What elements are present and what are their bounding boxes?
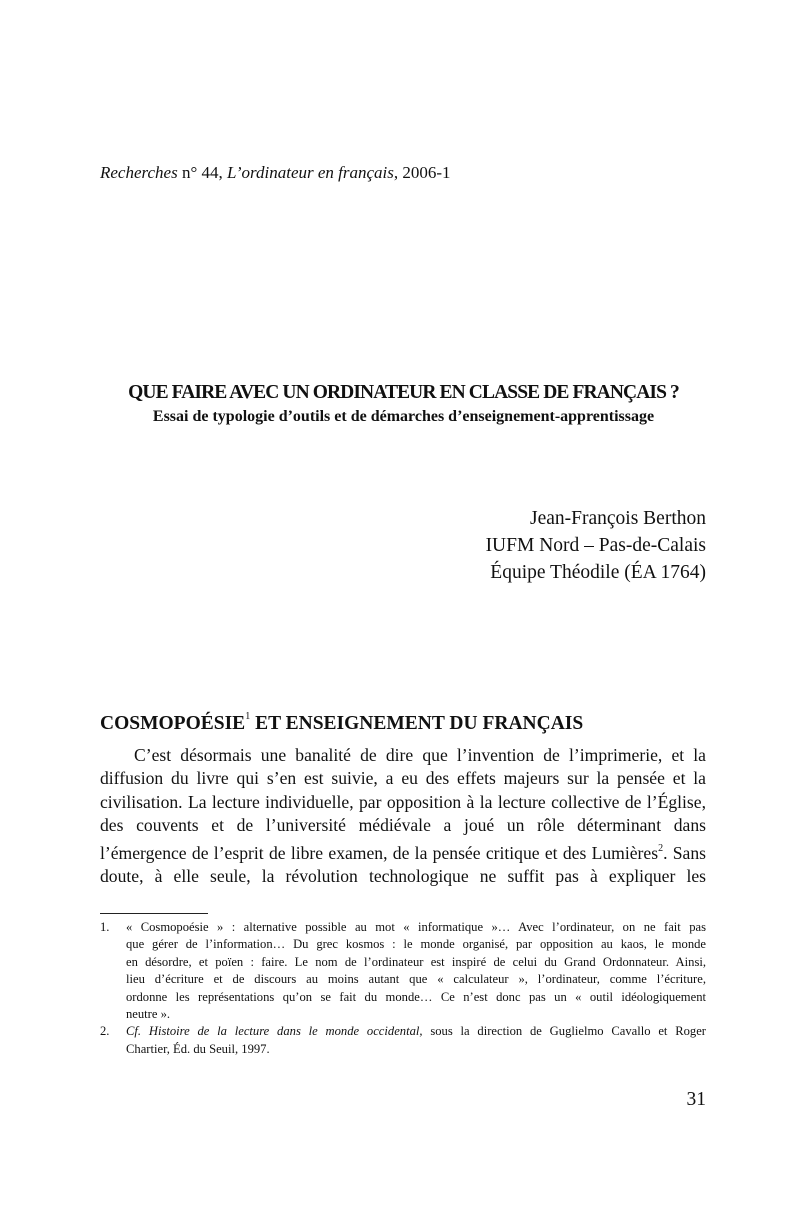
footnote-text [126, 1023, 706, 1058]
footnote-line: lieu d’écriture et de discours au moins autant que « calculateur », l’ordinateur, comme l’écriture, [126, 972, 706, 987]
body-line: doute, à elle seule, la révolution technologique ne suffit pas à expliquer les [100, 865, 706, 886]
page-number: 31 [686, 1089, 706, 1110]
footnote-item [100, 919, 706, 1023]
body-line: diffusion du livre qui s’en est suivie, a eu des effets majeurs sur la pensée et la [100, 768, 706, 789]
footnote-ref-2: 2 [658, 842, 664, 854]
footnote-line: en désordre, et poïen : faire. Le nom de l’ordinateur est inspiré de celui du Grand Ordonnateur. Ainsi, [126, 954, 706, 969]
footnote-line: neutre ». [126, 1007, 171, 1022]
issue-title: L’ordinateur en français [227, 163, 394, 182]
footnote-ref-1: 1 [245, 710, 251, 722]
footnote-number: 2. [100, 1024, 110, 1039]
footnote-text [126, 919, 706, 1023]
author-block [486, 505, 706, 586]
footnote-line: ordonne les représentations qu’on se fait du monde… Ce n’est donc pas un « outil idéologiquement [126, 989, 706, 1004]
author-affiliation: IUFM Nord – Pas-de-Calais [485, 535, 706, 556]
footnote-line [126, 1023, 706, 1040]
author-team: Équipe Théodile (ÉA 1764) [490, 562, 706, 583]
footnote-citation: Cf. Histoire de la lecture dans le monde occidental, [126, 1024, 423, 1039]
footnote-item [100, 1023, 706, 1058]
body-line: des couvents et de l’université médiévale a joué un rôle déterminant dans [100, 815, 706, 836]
body-paragraph [100, 744, 706, 888]
section-heading-part1: COSMOPOÉSIE [100, 713, 246, 734]
footnote-line: « Cosmopoésie » : alternative possible au mot « informatique »… Avec l’ordinateur, on ne fait pas [126, 920, 706, 934]
section-heading [100, 710, 584, 735]
author-name: Jean-François Berthon [530, 508, 706, 529]
body-line [100, 838, 706, 865]
issue-number: n° 44, [177, 163, 228, 182]
body-line: C’est désormais une banalité de dire que l’invention de l’imprimerie, et la [134, 745, 706, 765]
footnote-citation-rest: sous la direction de Guglielmo Cavallo et Roger [422, 1024, 706, 1039]
journal-name: Recherches [100, 163, 178, 182]
footnote-line: que gérer de l’information… Du grec kosmos : le monde organisé, par opposition au kaos, le monde [126, 937, 706, 952]
section-heading-part2: ET ENSEIGNEMENT DU FRANÇAIS [250, 713, 584, 734]
body-line-text: . Sans [663, 842, 706, 863]
footnote-line: Chartier, Éd. du Seuil, 1997. [126, 1041, 270, 1056]
footnote-divider [100, 913, 208, 914]
article-subtitle: Essai de typologie d’outils et de démarches d’enseignement-apprentissage [152, 408, 655, 425]
issue-year: , 2006-1 [393, 163, 451, 182]
body-line: civilisation. La lecture individuelle, par opposition à la lecture collective de l’Église, [100, 791, 706, 812]
footnotes [100, 919, 706, 1058]
body-line-text: l’émergence de l’esprit de libre examen, de la pensée critique et des Lumières [100, 842, 659, 863]
footnote-number: 1. [100, 920, 110, 934]
running-head [100, 163, 451, 183]
article-title: QUE FAIRE AVEC UN ORDINATEUR EN CLASSE DE FRANÇAIS ? [128, 382, 679, 403]
